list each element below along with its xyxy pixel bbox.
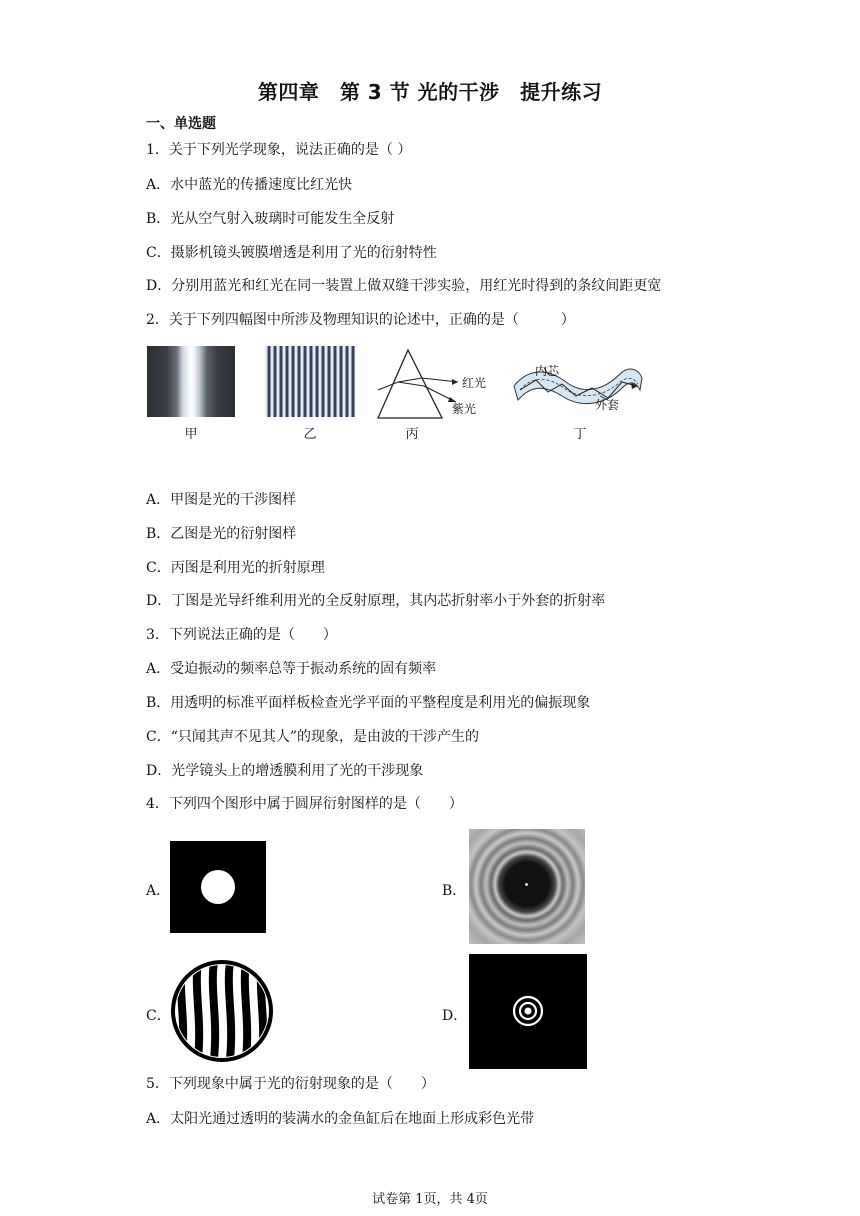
figure-jia-image <box>147 346 235 417</box>
section-heading: 一、单选题 <box>146 116 216 132</box>
figure-ding-label: 丁 <box>573 427 587 442</box>
figure-yi-image <box>265 346 355 417</box>
q4-figure-c <box>170 959 274 1063</box>
figure-jia-label: 甲 <box>184 427 198 442</box>
q4-label-b: B． <box>442 883 467 899</box>
figure-ding-fiber <box>510 356 650 416</box>
q2-option-a: A．甲图是光的干涉图样 <box>146 492 297 508</box>
q2-stem: 2．关于下列四幅图中所涉及物理知识的论述中，正确的是（ ） <box>146 312 575 328</box>
figure-bing-red-label: 红光 <box>462 376 487 390</box>
figure-ding-core-label: 内芯 <box>535 364 560 378</box>
q3-option-d: D．光学镜头上的增透膜利用了光的干涉现象 <box>146 763 424 779</box>
q5-stem: 5．下列现象中属于光的衍射现象的是（ ） <box>146 1076 435 1092</box>
q4-figure-b <box>469 829 585 944</box>
figure-yi-label: 乙 <box>303 427 317 442</box>
q1-stem: 1．关于下列光学现象，说法正确的是（ ） <box>146 142 412 158</box>
q3-option-b: B．用透明的标准平面样板检查光学平面的平整程度是利用光的偏振现象 <box>146 695 591 711</box>
q2-option-d: D．丁图是光导纤维利用光的全反射原理，其内芯折射率小于外套的折射率 <box>146 593 606 609</box>
q3-option-a: A．受迫振动的频率总等于振动系统的固有频率 <box>146 661 437 677</box>
q1-option-c: C．摄影机镜头镀膜增透是利用了光的衍射特性 <box>146 245 437 261</box>
figure-bing-label: 丙 <box>405 427 419 442</box>
page-title: 第四章 第 3 节 光的干涉 提升练习 <box>257 80 603 104</box>
q5-option-a: A．太阳光通过透明的装满水的金鱼缸后在地面上形成彩色光带 <box>146 1111 535 1127</box>
q2-option-b: B．乙图是光的衍射图样 <box>146 526 297 542</box>
figure-ding-cladding-label: 外套 <box>595 398 620 412</box>
q3-option-c: C．“只闻其声不见其人”的现象，是由波的干涉产生的 <box>146 729 480 745</box>
q4-figure-d <box>469 954 587 1069</box>
q4-stem: 4．下列四个图形中属于圆屏衍射图样的是（ ） <box>146 796 463 812</box>
q4-label-c: C． <box>146 1008 171 1024</box>
q1-option-b: B．光从空气射入玻璃时可能发生全反射 <box>146 211 395 227</box>
q4-label-d: D． <box>442 1008 468 1024</box>
q4-label-a: A． <box>146 883 171 899</box>
q1-option-a: A．水中蓝光的传播速度比红光快 <box>146 177 353 193</box>
figure-bing-violet-label: 紫光 <box>452 402 477 416</box>
q2-option-c: C．丙图是利用光的折射原理 <box>146 560 325 576</box>
q4-figure-a <box>170 841 266 933</box>
q3-stem: 3．下列说法正确的是（ ） <box>146 627 337 643</box>
page-footer: 试卷第 1页，共 4页 <box>372 1192 488 1207</box>
q1-option-d: D．分别用蓝光和红光在同一装置上做双缝干涉实验，用红光时得到的条纹间距更宽 <box>146 278 662 294</box>
